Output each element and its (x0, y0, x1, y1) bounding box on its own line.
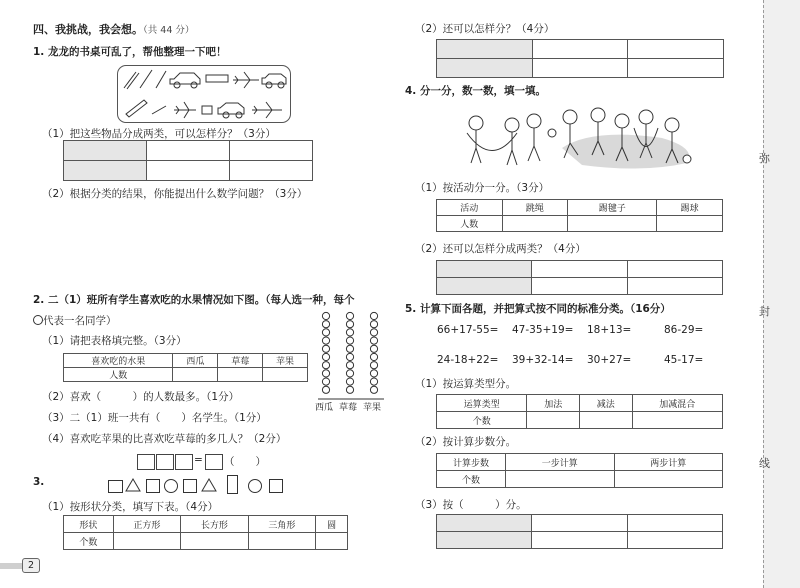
cell[interactable] (147, 161, 230, 181)
pictograph-circle (322, 345, 329, 352)
q5-sub1: （1）按运算类型分。 (415, 378, 517, 390)
q3-sub1: （1）按形状分类，填写下表。（4分） (42, 501, 219, 513)
cell[interactable] (437, 532, 532, 549)
cell[interactable] (218, 368, 263, 382)
cell[interactable] (614, 471, 723, 488)
cell[interactable] (248, 533, 316, 550)
cell[interactable] (579, 412, 632, 429)
q2-sub4: （4）喜欢吃苹果的比喜欢吃草莓的多几人？（2分） (42, 433, 287, 445)
pictograph-label-strawberry: 草莓 (339, 403, 358, 413)
pictograph-circle (346, 337, 353, 344)
q1-sub2: （2）根据分类的结果，你能提出什么数学问题？（3分） (42, 188, 308, 200)
pictograph-circle (346, 386, 353, 393)
pictograph-circle (322, 321, 329, 328)
q2-title-line2: 代表一名同学） (33, 313, 117, 328)
pictograph-circle (370, 321, 377, 328)
calc-item: 39+32-14= (512, 354, 574, 366)
cell[interactable] (627, 261, 722, 278)
row-label: 人数 (64, 368, 173, 382)
square-shape (146, 479, 160, 493)
pictograph-circle (322, 386, 329, 393)
q5-steps-table[interactable] (436, 453, 723, 488)
header-cell: 西瓜 (173, 354, 218, 368)
q5-sub3: （3）按（ ）分。 (415, 499, 527, 511)
q4-activity-table[interactable] (436, 199, 723, 232)
pictograph-circle (322, 337, 329, 344)
gutter-char: 弥 (759, 152, 770, 165)
header-cell: 圆 (316, 516, 348, 533)
q3-title: 3. (33, 476, 45, 488)
cell[interactable] (181, 533, 249, 550)
q1-answer-table-2[interactable] (436, 39, 724, 78)
pictograph-circle (370, 312, 377, 319)
q1-answer-table[interactable] (63, 140, 313, 181)
cell[interactable] (502, 216, 568, 232)
cell[interactable] (316, 533, 348, 550)
section-title: 四、我挑战，我会想。（共 44 分） (33, 23, 195, 36)
calc-item: 24-18+22= (437, 354, 499, 366)
header-cell: 踢毽子 (568, 200, 657, 216)
cell[interactable] (437, 261, 532, 278)
pictograph-circle (346, 378, 353, 385)
square-shape (269, 479, 283, 493)
cell[interactable] (568, 216, 657, 232)
answer-box[interactable] (175, 454, 193, 470)
cell[interactable] (506, 471, 615, 488)
pictograph-circle (370, 362, 377, 369)
row-label: 个数 (437, 471, 506, 488)
q2-sub2: （2）喜欢（ ）的人数最多。（1分） (42, 391, 240, 403)
cell[interactable] (657, 216, 723, 232)
desk-items-drawing (118, 66, 290, 122)
calc-item: 45-17= (664, 354, 704, 366)
pictograph-circle (370, 337, 377, 344)
pictograph-circle (370, 386, 377, 393)
cell[interactable] (173, 368, 218, 382)
header-cell: 踢球 (657, 200, 723, 216)
cell[interactable] (628, 59, 724, 78)
pictograph-circle (370, 329, 377, 336)
circle-shape (164, 479, 178, 493)
header-cell: 减法 (579, 395, 632, 412)
header-cell: 正方形 (113, 516, 181, 533)
header-cell: 两步计算 (614, 454, 723, 471)
pictograph-circle (346, 370, 353, 377)
q2-fruit-table[interactable] (63, 353, 308, 382)
calc-item: 18+13= (587, 324, 632, 336)
cell[interactable] (532, 515, 627, 532)
q5-custom-table[interactable] (436, 514, 723, 549)
cell[interactable] (532, 261, 627, 278)
q2-title: 2. 二（1）班所有学生喜欢吃的水果情况如下图。（每人选一种，每个 (33, 294, 355, 306)
header-cell: 运算类型 (437, 395, 527, 412)
q4-sub1: （1）按活动分一分。（3分） (415, 182, 550, 194)
binding-gutter (759, 0, 800, 588)
pictograph-circle (322, 362, 329, 369)
q5-sub2: （2）按计算步数分。 (415, 436, 517, 448)
gutter-char: 线 (759, 457, 770, 470)
page-number: 2 (22, 558, 40, 573)
pictograph-circle (322, 312, 329, 319)
pictograph-circle (322, 329, 329, 336)
pictograph-label-watermelon: 西瓜 (315, 403, 334, 413)
cell[interactable] (628, 40, 724, 59)
answer-box[interactable] (156, 454, 174, 470)
triangle-shape (201, 478, 217, 492)
cell[interactable] (113, 533, 181, 550)
equals-sign: = (194, 454, 203, 466)
q4-title: 4. 分一分，数一数，填一填。 (405, 85, 546, 97)
pictograph-circle (370, 353, 377, 360)
cell[interactable] (437, 278, 532, 295)
cell[interactable] (627, 532, 722, 549)
pictograph-circle (346, 353, 353, 360)
cell[interactable] (437, 515, 532, 532)
q5-operation-table[interactable] (436, 394, 723, 429)
cell[interactable] (532, 59, 628, 78)
header-cell: 三角形 (248, 516, 316, 533)
pictograph-circle (346, 362, 353, 369)
q3-shape-table[interactable] (63, 515, 348, 550)
q1-sub1: （1）把这些物品分成两类，可以怎样分？（3分） (42, 128, 276, 140)
cell[interactable] (532, 40, 628, 59)
header-cell: 喜欢吃的水果 (64, 354, 173, 368)
pictograph-circle (370, 345, 377, 352)
pictograph-circle (346, 329, 353, 336)
cell[interactable] (263, 368, 308, 382)
q2-sub3: （3）二（1）班一共有（ ）名学生。（1分） (42, 412, 267, 424)
q4-sub2: （2）还可以怎样分成两类？（4分） (415, 243, 586, 255)
header-cell: 加法 (527, 395, 580, 412)
header-cell: 苹果 (263, 354, 308, 368)
row-label: 个数 (437, 412, 527, 429)
cell[interactable] (532, 278, 627, 295)
header-cell: 长方形 (181, 516, 249, 533)
calc-item: 66+17-55= (437, 324, 499, 336)
answer-box[interactable] (137, 454, 155, 470)
calc-item: 86-29= (664, 324, 704, 336)
header-cell: 形状 (64, 516, 114, 533)
cell[interactable] (64, 161, 147, 181)
q1-title: 1. 龙龙的书桌可乱了，帮他整理一下吧！ (33, 46, 227, 58)
answer-box[interactable] (205, 454, 223, 470)
gutter-char: 封 (759, 305, 770, 318)
q1-sub3: （2）还可以怎样分？（4分） (415, 23, 555, 35)
answer-paren[interactable]: （ ） (224, 456, 266, 468)
square-shape (183, 479, 197, 493)
pictograph-circle (370, 370, 377, 377)
circle-shape (248, 479, 262, 493)
header-cell: 跳绳 (502, 200, 568, 216)
cell[interactable] (437, 40, 533, 59)
q5-title: 5. 计算下面各题，并把算式按不同的标准分类。（16分） (405, 303, 671, 315)
cell[interactable] (627, 515, 722, 532)
header-cell: 计算步数 (437, 454, 506, 471)
header-cell: 一步计算 (506, 454, 615, 471)
cell[interactable] (230, 141, 313, 161)
triangle-shape (125, 478, 141, 492)
row-label: 个数 (64, 533, 114, 550)
cell[interactable] (632, 412, 722, 429)
q2-sub1: （1）请把表格填完整。（3分） (42, 335, 187, 347)
pictograph-circle (346, 312, 353, 319)
fruit-pictograph (316, 310, 386, 400)
rectangle-shape (108, 480, 123, 493)
cell[interactable] (437, 59, 533, 78)
q4-answer-table-2[interactable] (436, 260, 723, 295)
pictograph-circle (346, 321, 353, 328)
cell[interactable] (230, 161, 313, 181)
cell[interactable] (532, 532, 627, 549)
pictograph-circle (322, 370, 329, 377)
pictograph-circle (322, 353, 329, 360)
pictograph-circle (322, 378, 329, 385)
circle-icon (33, 315, 43, 325)
cell[interactable] (527, 412, 580, 429)
rectangle-shape (227, 475, 238, 494)
cell[interactable] (64, 141, 147, 161)
header-cell: 加减混合 (632, 395, 722, 412)
pictograph-circle (346, 345, 353, 352)
pictograph-circle (370, 378, 377, 385)
desk-items-illustration (117, 65, 291, 123)
children-playing-illustration (462, 103, 702, 173)
cell[interactable] (147, 141, 230, 161)
cell[interactable] (627, 278, 722, 295)
header-cell: 活动 (437, 200, 503, 216)
pictograph-label-apple: 苹果 (363, 403, 382, 413)
calc-item: 30+27= (587, 354, 632, 366)
calc-item: 47-35+19= (512, 324, 574, 336)
header-cell: 草莓 (218, 354, 263, 368)
row-label: 人数 (437, 216, 503, 232)
